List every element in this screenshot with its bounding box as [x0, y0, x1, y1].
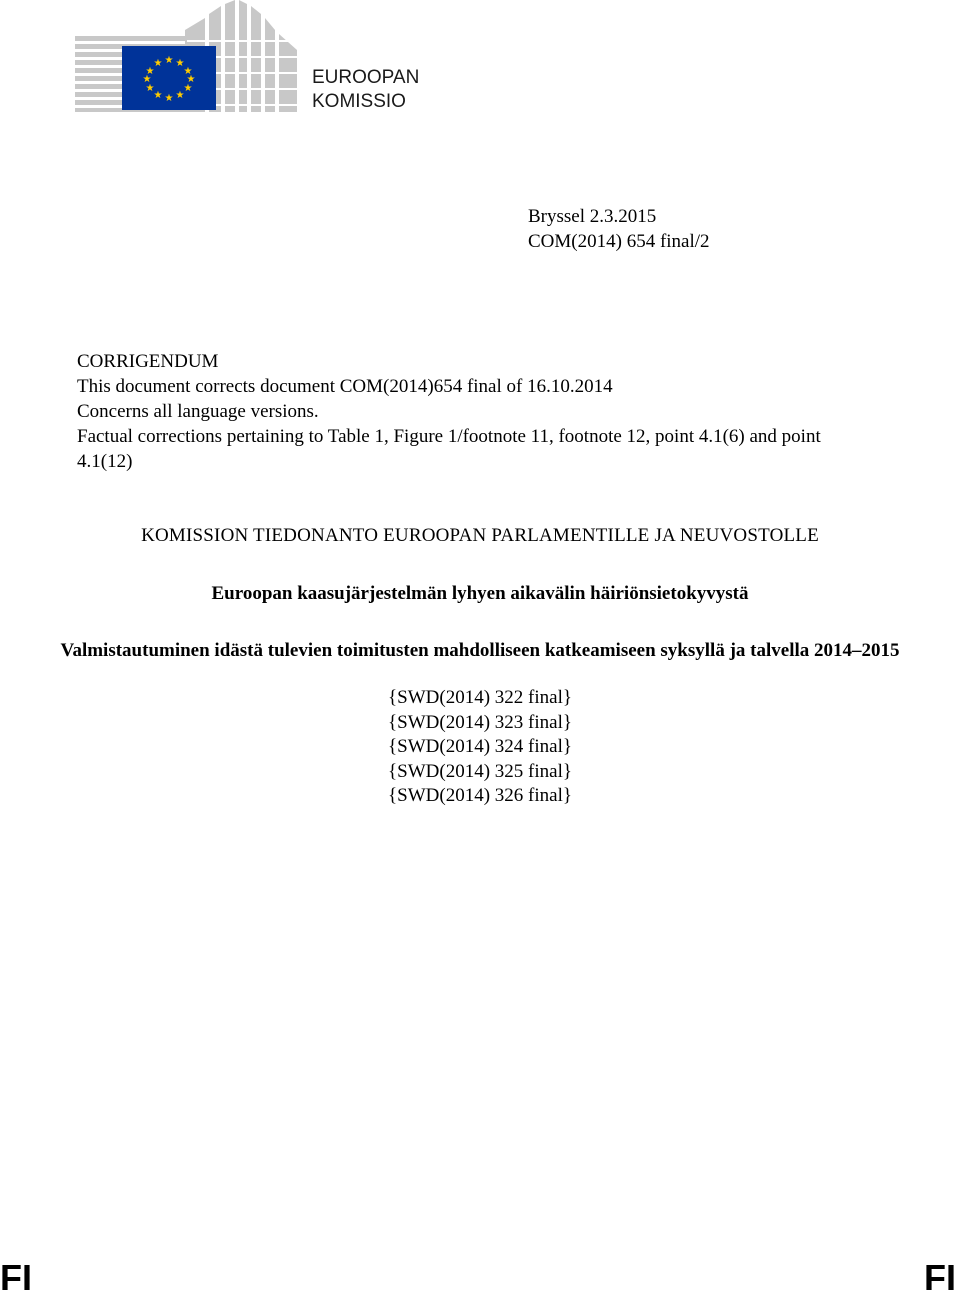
document-reference	[528, 205, 710, 254]
svg-text:★: ★	[175, 58, 185, 69]
svg-text:★: ★	[164, 55, 174, 66]
corrigendum-line-1: This document corrects document COM(2014)654 final of 16.10.2014	[77, 376, 613, 397]
corrigendum-heading: CORRIGENDUM	[77, 351, 219, 372]
svg-text:★: ★	[153, 90, 163, 101]
corrigendum-block	[77, 349, 877, 474]
document-number: COM(2014) 654 final/2	[528, 230, 710, 252]
svg-text:★: ★	[145, 83, 155, 94]
swd-reference: {SWD(2014) 324 final}	[388, 736, 572, 757]
document-subtitle-2: Valmistautuminen idästä tulevien toimitusten mahdolliseen katkeamiseen syksyllä ja talvella 2014–2015	[60, 640, 900, 661]
svg-text:★: ★	[175, 90, 185, 101]
swd-reference: {SWD(2014) 325 final}	[388, 760, 572, 782]
org-line-1: EUROOPAN	[312, 67, 420, 88]
svg-text:★: ★	[186, 74, 196, 85]
svg-text:★: ★	[183, 66, 193, 77]
svg-text:★: ★	[183, 83, 193, 94]
svg-text:★: ★	[153, 58, 163, 69]
corrigendum-line-2: Concerns all language versions.	[77, 401, 319, 422]
document-title: KOMISSION TIEDONANTO EUROOPAN PARLAMENTILLE JA NEUVOSTOLLE	[141, 525, 819, 546]
svg-text:★: ★	[164, 93, 174, 104]
swd-reference-list	[60, 686, 900, 809]
svg-text:★: ★	[142, 74, 152, 85]
document-subtitle: Euroopan kaasujärjestelmän lyhyen aikavälin häiriönsietokyvystä	[211, 583, 749, 604]
swd-reference: {SWD(2014) 323 final}	[388, 711, 572, 733]
svg-text:★: ★	[145, 66, 155, 77]
swd-reference: {SWD(2014) 326 final}	[388, 785, 572, 806]
org-line-2: KOMISSIO	[312, 91, 406, 112]
corrigendum-line-3: Factual corrections pertaining to Table 1, Figure 1/footnote 11, footnote 12, point 4.1(6) and point 4.1(12)	[77, 426, 821, 472]
swd-reference: {SWD(2014) 322 final}	[388, 687, 572, 708]
organization-name	[312, 66, 419, 114]
eu-commission-logo-icon	[75, 0, 300, 112]
place-date: Bryssel 2.3.2015	[528, 206, 657, 227]
language-code-right: FI	[924, 1257, 956, 1298]
language-code-left: FI	[0, 1257, 32, 1298]
